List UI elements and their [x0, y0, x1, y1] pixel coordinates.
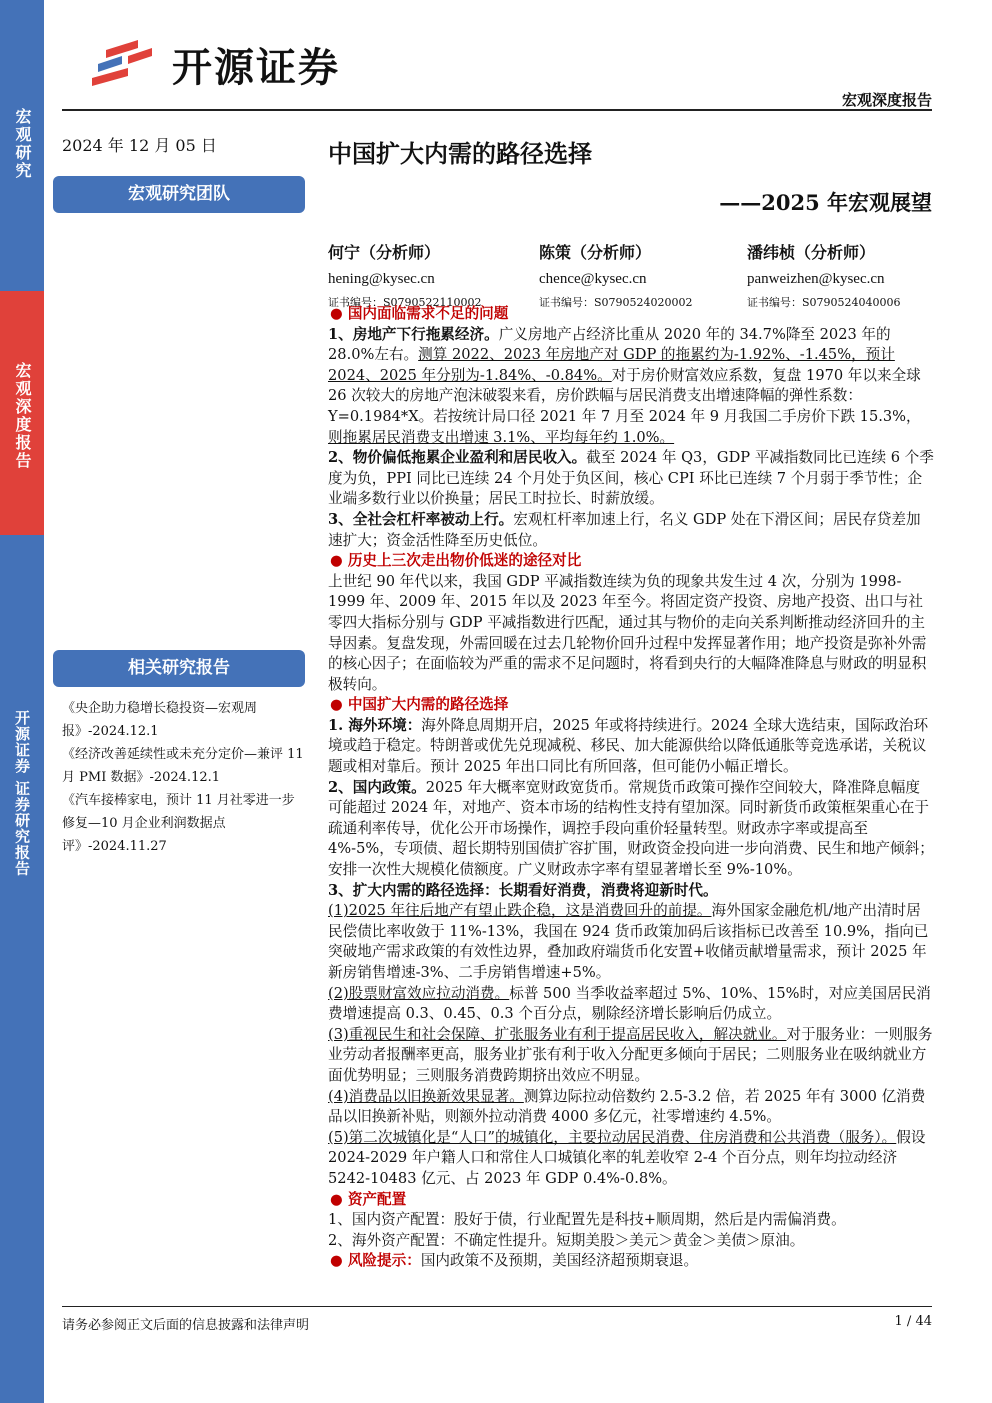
section-heading: ● 中国扩大内需的路径选择 [330, 695, 934, 716]
analyst-2: 陈策（分析师） chence@kysec.cn 证书编号：S0790524020002 [539, 243, 693, 309]
footer-disclaimer: 请务必参阅正文后面的信息披露和法律声明 [62, 1318, 310, 1333]
team-label: 宏观研究团队 [53, 176, 305, 213]
paragraph: (2)股票财富效应拉动消费。标普 500 当季收益率超过 5%、10%、15%时，对应美国居民消费增速提高 0.3、0.45、0.3 个百分点，剔除经济增长影响后仍成立。 [328, 984, 931, 1023]
paragraph: 上世纪 90 年代以来，我国 GDP 平减指数连续为负的现象共发生过 4 次，分别为 1998-1999 年、2009 年、2015 年以及 2023 年至今。将固定资产投资、房地产投资、出口与社零四大指标分别与 GDP 平减指数进行匹配，通过其与物价的走向关系判断推动经济回升的主导因素。复盘发现，外需回暖在过去几轮物价回升过程中发挥显著作用；地产投资是弥补外需的核心因子；在面临较为严重的需求不足问题时，将看到央行的大幅降准降息与财政的明显积极转向。 [328, 572, 927, 693]
footer-rule [62, 1306, 932, 1307]
paragraph: (1)2025 年往后地产有望止跌企稳，这是消费回升的前提。海外国家金融危机/地产出清时居民偿债比率收敛于 11%-13%，我国在 924 货币政策加码后该指标已改善至 10.9%，指向已突破地产需求政策的有效性边界，叠加政府端货币化安置+收储贡献增量需求，预计 2025 年新房销售增速-3%、二手房销售增速+5%。 [328, 902, 929, 981]
page-number: 1 / 44 [894, 1314, 932, 1329]
analyst-3-email[interactable]: panweizhen@kysec.cn [747, 271, 885, 287]
paragraph: 3、全社会杠杆率被动上行。宏观杠杆率加速上行，名义 GDP 处在下滑区间；居民存贷差加速扩大；资金活性降至历史低位。 [328, 510, 921, 549]
paragraph: 1、国内资产配置：股好于债，行业配置先是科技+顺周期，然后是内需偏消费。 [328, 1211, 846, 1229]
analyst-1: 何宁（分析师） hening@kysec.cn 证书编号：S0790522110002 [328, 243, 482, 309]
related-report-item[interactable]: 《汽车接棒家电，预计 11 月社零进一步修复—10 月企业利润数据点评》-2024.11.27 [62, 793, 295, 854]
paragraph: 3、扩大内需的路径选择：长期看好消费，消费将迎新时代。 [328, 881, 718, 899]
paragraph: 2、海外资产配置：不确定性提升。短期美股＞美元＞黄金＞美债＞原油。 [328, 1231, 805, 1249]
brand-name: 开源证券 [172, 45, 340, 91]
paragraph: 1、房地产下行拖累经济。广义房地产占经济比重从 2020 年的 34.7%降至 2023 年的 28.0%左右。测算 2022、2023 年房地产对 GDP 的拖累约为-1.92%、-1.45%，预计 2024、2025 年分别为-1.84%、-0.84%。对于房价财富效应系数，复盘 1970 年以来全球 26 次较大的房地产泡沫破裂来看，房价跌幅与居民消费支出增速降幅的弹性系数：Y=0.1984*X。若按统计局口径 2021 年 7 月至 2024 年 9 月我国二手房价下跌 15.3%，则拖累居民消费支出增速 3.1%、平均每年约 1.0%。 [328, 325, 921, 446]
paragraph: (5)第二次城镇化是“人口”的城镇化，主要拉动居民消费、住房消费和公共消费（服务）。假设 2024-2029 年户籍人口和常住人口城镇化率的轧差收窄 2-4 个百分点，则年均拉动经济 5242-10483 亿元、占 2023 年 GDP 0.4%-0.8%。 [328, 1128, 926, 1187]
analyst-1-email[interactable]: hening@kysec.cn [328, 271, 435, 287]
paragraph: (3)重视民生和社会保障、扩张服务业有利于提高居民收入，解决就业。对于服务业：一则服务业劳动者报酬率更高，服务业扩张有利于收入分配更多倾向于居民；二则服务业在吸纳就业方面优势明显；三则服务消费跨期挤出效应不明显。 [328, 1025, 933, 1084]
sidebar-label-middle: 宏观深度报告 [13, 362, 32, 470]
related-label: 相关研究报告 [53, 650, 305, 687]
report-date: 2024 年 12 月 05 日 [62, 136, 217, 155]
sidebar-label-bottom: 开源证券 证券研究报告 [13, 710, 31, 877]
header-rule [62, 109, 932, 111]
report-summary [328, 304, 934, 1272]
sidebar-label-top: 宏观研究 [13, 108, 32, 180]
related-report-item[interactable]: 《央企助力稳增长稳投资—宏观周报》-2024.12.1 [62, 701, 258, 739]
related-reports [62, 697, 307, 858]
page-subtitle: ——2025 年宏观展望 [719, 190, 932, 215]
analyst-2-email[interactable]: chence@kysec.cn [539, 271, 647, 287]
section-heading: ● 历史上三次走出物价低迷的途径对比 [330, 551, 934, 572]
related-report-item[interactable]: 《经济改善延续性或未充分定价—兼评 11 月 PMI 数据》-2024.12.1 [62, 747, 304, 785]
paragraph: 2、国内政策。2025 年大概率宽财政宽货币。常规货币政策可操作空间较大，降准降息幅度可能超过 2024 年，对地产、资本市场的结构性支持有望加深。同时新货币政策框架重心在于疏通利率传导，优化公开市场操作，调控手段向重价轻量转型。财政赤字率或提高至 4%-5%，专项债、超长期特别国债扩容扩围，财政资金投向进一步向消费、民生和地产倾斜；安排一次性大规模化债额度。广义财政赤字率有望显著增长至 9%-10%。 [328, 778, 934, 879]
section-heading: ● 资产配置 [330, 1190, 934, 1211]
paragraph: 1. 海外环境：海外降息周期开启，2025 年或将持续进行。2024 全球大选结束，国际政治环境或趋于稳定。特朗普或优先兑现减税、移民、加大能源供给以降低通胀等竞选承诺，关税议题或相对靠后。预计 2025 年出口同比有所回落，但可能仍小幅正增长。 [328, 716, 929, 776]
risk-note: ● 风险提示：国内政策不及预期，美国经济超预期衰退。 [328, 1251, 934, 1272]
page-title: 中国扩大内需的路径选择 [328, 140, 592, 168]
brand-logo-icon [88, 30, 168, 90]
sidebar [0, 0, 44, 1403]
section-heading: ● 国内面临需求不足的问题 [330, 304, 934, 325]
paragraph: (4)消费品以旧换新效果显著。测算边际拉动倍数约 2.5-3.2 倍，若 2025 年有 3000 亿消费品以旧换新补贴，则额外拉动消费 4000 多亿元，社零增速约 4.5%。 [328, 1087, 926, 1126]
paragraph: 2、物价偏低拖累企业盈利和居民收入。截至 2024 年 Q3，GDP 平减指数同比已连续 6 个季度为负，PPI 同比已连续 24 个月处于负区间，核心 CPI 环比已连续 7 个月弱于季节性；企业端多数行业以价换量；居民工时拉长、时薪放缓。 [328, 449, 934, 508]
doc-type: 宏观深度报告 [841, 91, 932, 109]
analyst-3: 潘纬桢（分析师） panweizhen@kysec.cn 证书编号：S0790524040006 [747, 243, 901, 309]
